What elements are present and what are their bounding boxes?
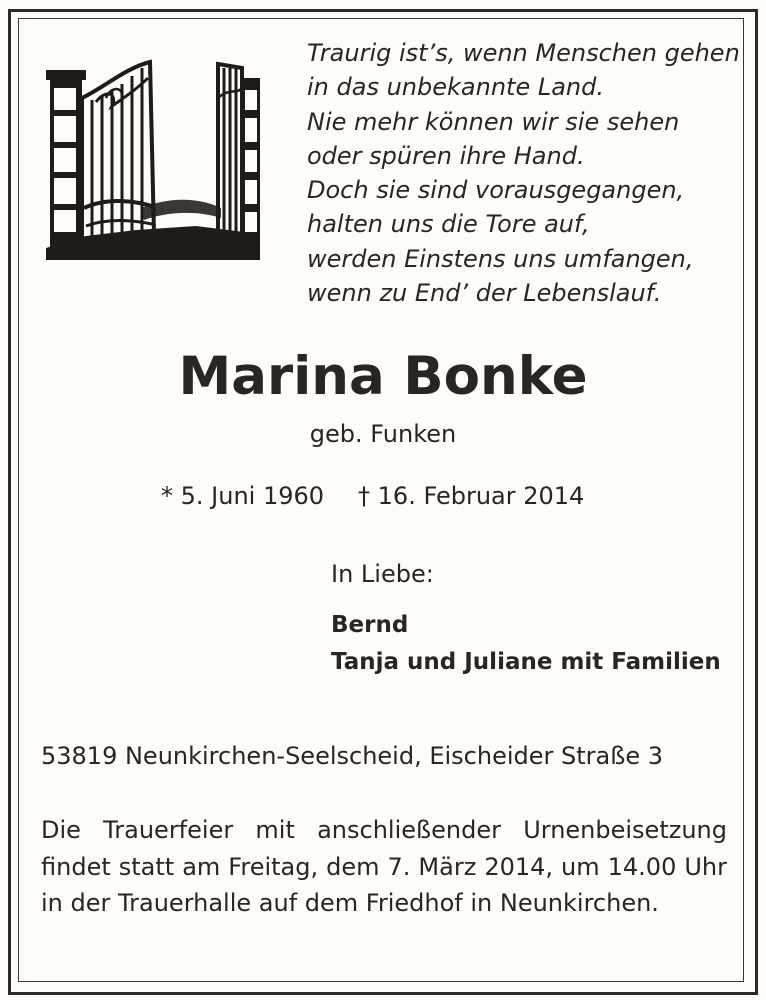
life-dates: [161, 476, 621, 516]
poem: [307, 36, 747, 310]
open-gate-illustration: [46, 58, 260, 260]
poem-line: in das unbekannte Land.: [307, 73, 604, 102]
birth-date: * 5. Juni 1960: [161, 482, 325, 510]
mourner-name: Bernd: [331, 612, 409, 638]
poem-line: oder spüren ihre Hand.: [307, 141, 585, 170]
deceased-name: Marina Bonke: [178, 346, 588, 407]
poem-line: werden Einstens uns umfangen,: [307, 244, 694, 273]
poem-line: Traurig ist’s, wenn Menschen gehen: [307, 39, 740, 67]
poem-line: wenn zu End’ der Lebenslauf.: [307, 279, 662, 308]
poem-line: Doch sie sind vorausgegangen,: [307, 176, 685, 205]
poem-line: Nie mehr können wir sie sehen: [307, 107, 680, 136]
mourners: [331, 554, 721, 681]
mourners-intro: In Liebe:: [331, 560, 434, 588]
maiden-name: geb. Funken: [309, 420, 457, 448]
service-text: Die Trauerfeier mit anschließender Urnenbeisetzung findet statt am Freitag, dem 7. März 2014, um 14.00 Uhr in der Trauerhalle auf dem Friedhof in Neunkirchen.: [41, 816, 727, 917]
mourner-name: Tanja und Juliane mit Familien: [331, 649, 721, 675]
mourners-names: [331, 607, 721, 681]
death-date: † 16. Februar 2014: [358, 482, 585, 510]
poem-line: halten uns die Tore auf,: [307, 210, 590, 239]
address: 53819 Neunkirchen-Seelscheid, Eischeider Straße 3: [41, 742, 664, 770]
